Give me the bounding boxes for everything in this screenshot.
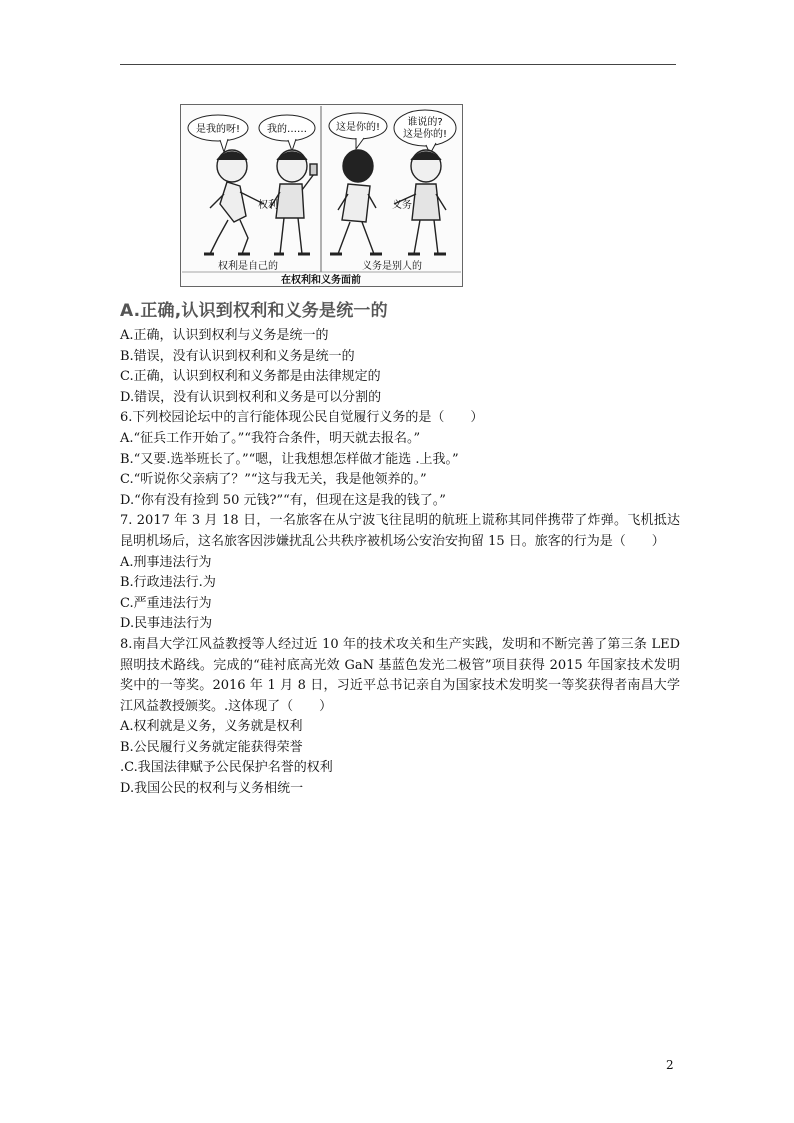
- page-number: 2: [666, 1058, 674, 1072]
- q7-option-d: D.民事违法行为: [120, 616, 213, 632]
- figure-caption: 在权利和义务面前: [281, 275, 361, 286]
- bubble-text-1: 是我的呀!: [195, 124, 241, 135]
- q8-option-b: B.公民履行义务就定能获得荣誉: [120, 739, 303, 755]
- q5-option-c: C.正确，认识到权利和义务都是由法律规定的: [120, 369, 381, 385]
- q5-option-b: B.错误，没有认识到权利和义务是统一的: [120, 348, 355, 364]
- cartoon-figure: [180, 104, 463, 287]
- q5-option-a: A.正确，认识到权利与义务是统一的: [120, 328, 329, 343]
- bubble-text-2: 我的……: [267, 124, 307, 135]
- q6-stem: 6.下列校园论坛中的言行能体现公民自觉履行义务的是（ ）: [120, 410, 484, 426]
- q7-option-a: A.刑事违法行为: [120, 554, 212, 570]
- q6-option-d: D.“你有没有捡到 50 元钱?”“有，但现在这是我的钱了。”: [120, 492, 446, 508]
- q8-option-a: A.权利就是义务，义务就是权利: [120, 719, 303, 735]
- q7-option-b: B.行政违法行.为: [120, 575, 216, 591]
- bottom-label-duty: 义务是别人的: [362, 261, 422, 272]
- q8-option-c: .C.我国法律赋予公民保护名誉的权利: [120, 760, 333, 776]
- q8-option-d: D.我国公民的权利与义务相统一: [120, 781, 304, 797]
- q7-stem: 7. 2017 年 3 月 18 日，一名旅客在从宁波飞往昆明的航班上谎称其同伴携带了炸弹。飞机抵达昆明机场后，这名旅客因涉嫌扰乱公共秩序被机场公安治安拘留 15 日。旅客的行为是（ ）: [120, 513, 680, 549]
- q6-option-b: B.“又要.选举班长了。”“嗯，让我想想怎样做才能选 .上我。”: [120, 451, 459, 467]
- bubble-text-4a: 谁说的?: [407, 117, 443, 128]
- duty-label: 义务: [392, 200, 412, 211]
- scanned-answer-text: A.正确,认识到权利和义务是统一的: [120, 301, 388, 321]
- question-content: [120, 326, 680, 800]
- rights-label: 权利: [258, 200, 278, 211]
- bubble-text-4b: 这是你的!: [402, 129, 448, 140]
- bottom-label-rights: 权利是自己的: [218, 261, 278, 272]
- q6-option-a: A.“征兵工作开始了。”“我符合条件，明天就去报名。”: [120, 430, 421, 446]
- header-rule: [120, 64, 676, 65]
- cartoon-drawing: [180, 104, 463, 287]
- q7-option-c: C.严重违法行为: [120, 595, 212, 611]
- bubble-text-3: 这是你的!: [335, 122, 381, 133]
- q5-option-d: D.错误，没有认识到权利和义务是可以分割的: [120, 389, 382, 405]
- q6-option-c: C.“听说你父亲病了？”“这与我无关，我是他领养的。”: [120, 472, 427, 488]
- q8-stem: 8.南昌大学江风益教授等人经过近 10 年的技术攻关和生产实践，发明和不断完善了第三条 LED 照明技术路线。完成的“硅衬底高光效 GaN 基蓝色发光二极管”项目获得 2015 年国家技术发明奖中的一等奖。2016 年 1 月 8 日，习近平总书记亲自为国家技术发明奖一等奖获得者南昌大学江风益教授颁奖。.这体现了（ ）: [120, 636, 680, 714]
